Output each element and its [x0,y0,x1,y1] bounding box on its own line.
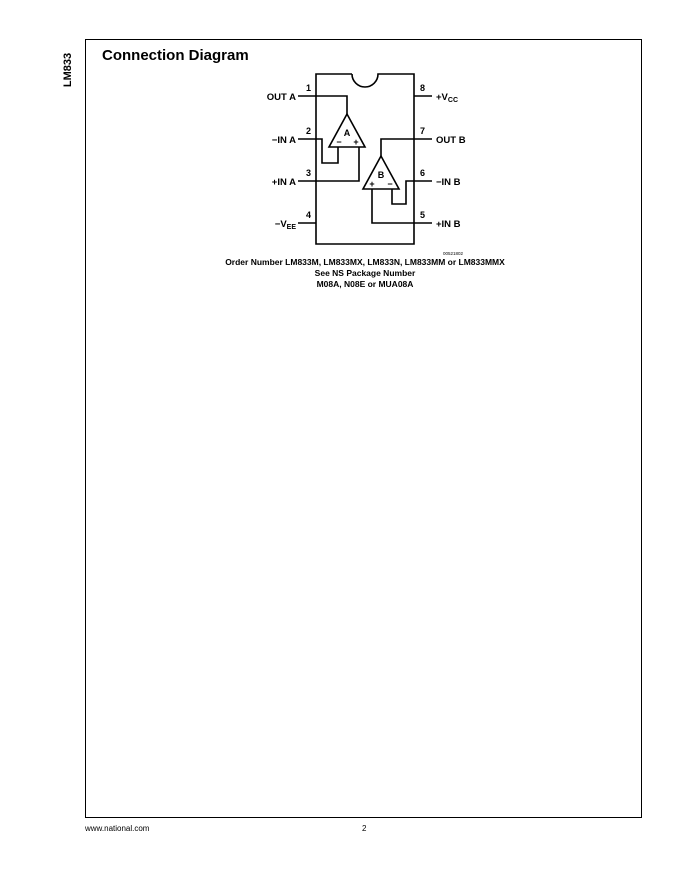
connection-diagram [255,70,485,260]
section-title: Connection Diagram [102,47,249,64]
pin-2-number: 2 [306,126,312,136]
side-part-label-text: LM833 [62,52,74,88]
pin-7-label: OUT B [436,135,466,146]
pin-8-number: 8 [420,83,426,93]
caption-package-ref: See NS Package Number [314,268,416,278]
amp-b-noninverting-sign: + [369,179,375,189]
pin-4-label-sub: EE [286,224,296,231]
pin-1-label: OUT A [266,92,296,103]
pin-6-number: 6 [420,168,426,178]
amp-b-inverting-sign: − [387,179,393,189]
pin-6-label: −IN B [436,177,461,188]
pin-8-label-sub: CC [447,97,459,104]
amp-a-noninverting-sign: + [353,137,359,147]
amp-b-output-wire [381,139,414,156]
pin-4-label: $-V_{EE}$ [274,219,296,231]
amp-b-inverting-wire [392,181,414,204]
pin-7-number: 7 [420,126,426,136]
package-outline [316,74,414,244]
pin-5-number: 5 [420,210,426,220]
figure-id: 00521802 [442,251,463,256]
amp-a-name: A [343,128,351,138]
amp-b-noninverting-wire [372,189,414,223]
caption-order-numbers: Order Number LM833M, LM833MX, LM833N, LM833MM or LM833MMX [225,257,505,267]
pin-2-label: −IN A [271,135,296,146]
amp-a-output-wire [316,96,347,114]
caption-package-codes: M08A, N08E or MUA08A [316,279,414,289]
footer-website-link[interactable]: www.national.com [85,824,150,833]
pin-4-number: 4 [306,210,312,220]
amp-b-name: B [377,170,385,180]
pin-3-number: 3 [306,168,312,178]
pin-8-label: $+V_{CC}$ [436,92,459,104]
amp-a-inverting-sign: − [336,137,342,147]
pin-5-label: +IN B [436,219,461,230]
pin-1-number: 1 [306,83,312,93]
amp-a-inverting-wire [316,139,338,163]
side-part-label [58,40,78,100]
footer-page-number: 2 [362,824,367,833]
pin-3-label: +IN A [271,177,296,188]
